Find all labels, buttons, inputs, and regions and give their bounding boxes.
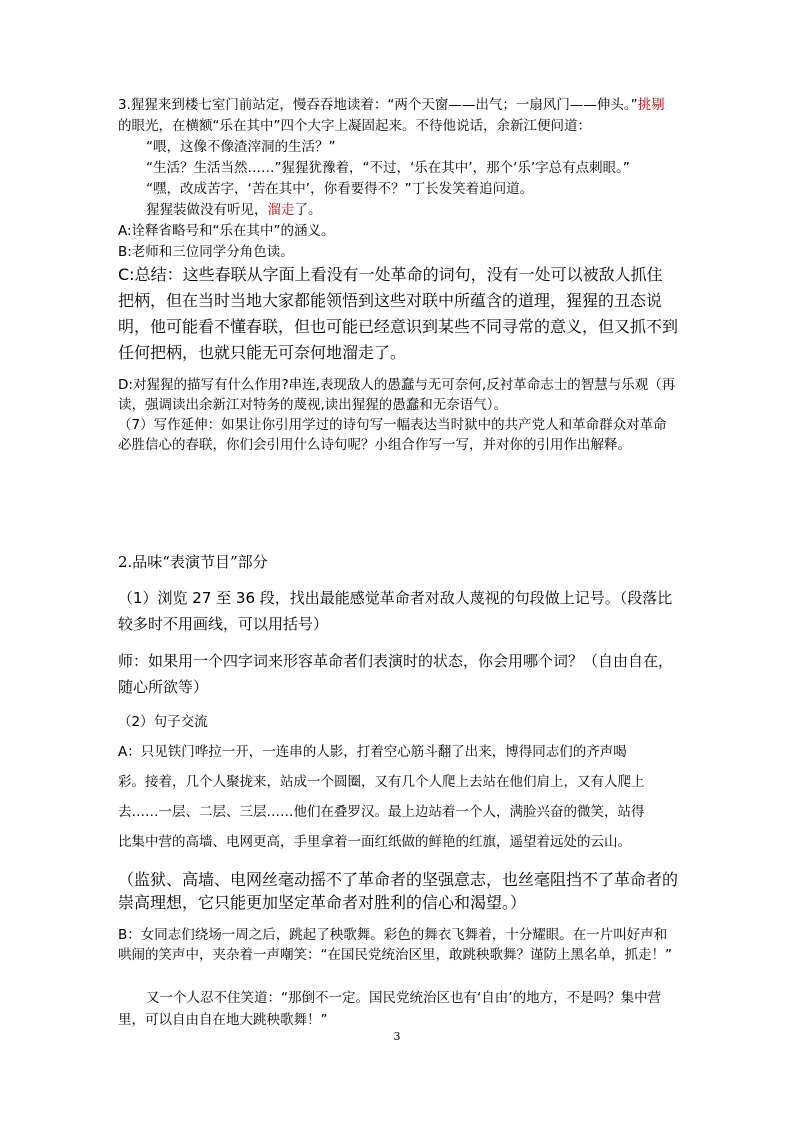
question-2: （2）句子交流 <box>118 714 208 730</box>
highlight-word-liuzou: 溜走 <box>267 202 295 218</box>
commentary: （监狱、高墙、电网丝毫动摇不了革命者的坚强意志，也丝毫阻挡不了革命者的崇高理想，它只能更加坚定革命者对胜利的信心和渴望。） <box>118 870 679 912</box>
sentence-a-line: 比集中营的高墙、电网更高，手里拿着一面红纸做的鲜艳的红旗，遥望着远处的云山。 <box>118 834 631 850</box>
page-number: 3 <box>393 1030 401 1043</box>
section-2-title: 2.品味“表演节目”部分 <box>118 553 268 571</box>
writing-extension-task: （7）写作延伸：如果让你引用学过的诗句写一幅表达当时狱中的共产党人和革命群众对革命必胜信心的春联，你们会引用什么诗句呢？小组合作写一写，并对你的引用作出解释。 <box>118 417 667 453</box>
step-a: A:诠释省略号和“乐在其中”的涵义。 <box>118 223 335 239</box>
excerpt-paragraph-5 <box>118 200 678 221</box>
excerpt-paragraph-3: “生活？生活当然……”猩猩犹豫着，“不过，‘乐在其中’，那个‘乐’字总有点刺眼。” <box>146 160 630 176</box>
sentence-a-line: A：只见铁门哗拉一开，一连串的人影，打着空心筋斗翻了出来，博得同志们的齐声喝 <box>118 744 627 760</box>
excerpt-paragraph-1 <box>118 95 678 137</box>
sentence-b: B：女同志们绕场一周之后，跳起了秧歌舞。彩色的舞衣飞舞着，十分耀眼。在一片叫好声和哄闹的笑声中，夹杂着一声嘲笑：“在国民党统治区里，敢跳秧歌舞？谨防上黑名单，抓走！” <box>118 927 672 963</box>
question-1: （1）浏览 27 至 36 段，找出最能感觉革命者对敌人蔑视的句段做上记号。（段落比较多时不用画线，可以用括号） <box>118 589 673 633</box>
excerpt-paragraph-2: “喂，这像不像渣滓洞的生活？” <box>146 139 336 155</box>
excerpt-text: 了。 <box>294 202 322 218</box>
step-b: B:老师和三位同学分角色读。 <box>118 244 294 260</box>
sentence-b-continued: 又一个人忍不住笑道：“那倒不一定。国民党统治区也有‘自由’的地方，不是吗？集中营里，可以自由自在地大跳秧歌舞！” <box>118 990 662 1028</box>
highlight-word-tiaoti: 挑剔 <box>637 97 665 113</box>
excerpt-text: 3.猩猩来到楼七室门前站定，慢吞吞地读着：“两个天窗——出气；一扇风门——伸头。” <box>118 97 638 113</box>
step-c-summary: C:总结：这些春联从字面上看没有一处革命的词句，没有一处可以被敌人抓住把柄，但在当时当地大家都能领悟到这些对联中所蕴含的道理，猩猩的丑态说明，他可能看不懂春联，但也可能已经意识到某些不同寻常的意义，但又抓不到任何把柄，也就只能无可奈何地溜走了。 <box>118 265 679 362</box>
excerpt-paragraph-4: “嘿，改成苦字，‘苦在其中’，你看要得不？”丁长发笑着追问道。 <box>146 181 534 197</box>
sentence-a-line: 去……一层、二层、三层……他们在叠罗汉。最上边站着一个人，满脸兴奋的微笑，站得 <box>118 804 645 820</box>
sentence-a <box>118 737 678 857</box>
teacher-question: 师：如果用一个四字词来形容革命者们表演时的状态，你会用哪个词？（自由自在，随心所欲等） <box>118 652 674 696</box>
step-d: D:对猩猩的描写有什么作用?串连,表现敌人的愚蠢与无可奈何,反衬革命志士的智慧与乐观（再读，强调读出余新江对特务的蔑视,读出猩猩的愚蠢和无奈语气）。 <box>118 377 676 413</box>
excerpt-text: 猩猩装做没有听见， <box>146 202 268 218</box>
excerpt-text: 的眼光，在横额“乐在其中”四个大字上凝固起来。不待他说话，余新江便问道： <box>118 118 591 134</box>
sentence-a-line: 彩。接着，几个人聚拢来，站成一个圆圈，又有几个人爬上去站在他们肩上，又有人爬上 <box>118 774 645 790</box>
story-excerpt-block <box>118 95 678 263</box>
